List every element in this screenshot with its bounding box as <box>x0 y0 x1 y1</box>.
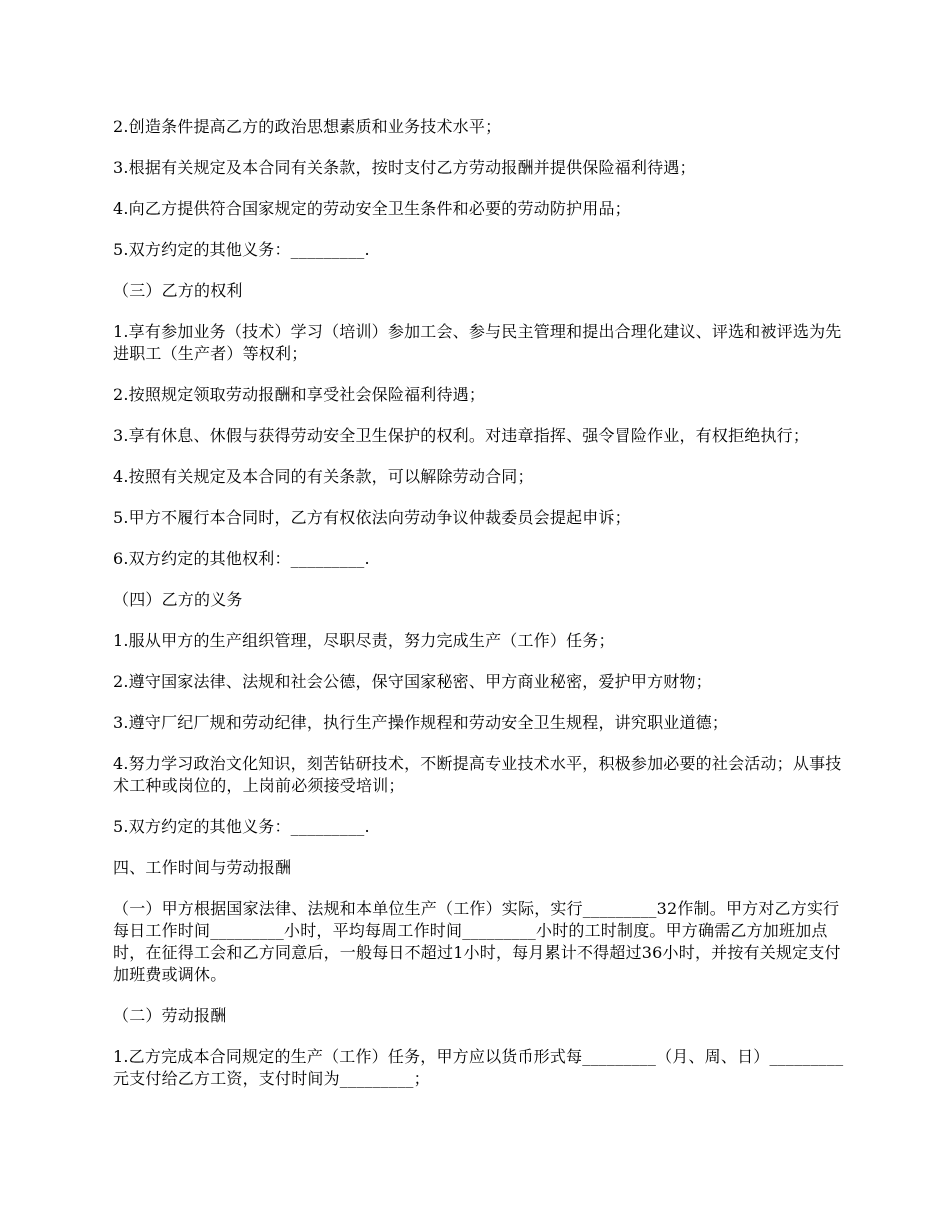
paragraph-obligation-4: 4.向乙方提供符合国家规定的劳动安全卫生条件和必要的劳动防护用品； <box>113 199 631 218</box>
paragraph-b-obligation-3: 3.遵守厂纪厂规和劳动纪律，执行生产操作规程和劳动安全卫生规程，讲究职业道德； <box>113 713 729 732</box>
paragraph-right-4: 4.按照有关规定及本合同的有关条款，可以解除劳动合同； <box>113 467 534 486</box>
paragraph-right-5: 5.甲方不履行本合同时，乙方有权依法向劳动争议仲裁委员会提起申诉； <box>113 508 631 527</box>
paragraph-right-6: 6.双方约定的其他权利：_________. <box>113 549 370 568</box>
paragraph-remuneration-1: 1.乙方完成本合同规定的生产（工作）任务，甲方应以货币形式每_________（月、周、日）_________元支付给乙方工资，支付时间为_________； <box>113 1047 844 1088</box>
paragraph-right-3: 3.享有休息、休假与获得劳动安全卫生保护的权利。对违章指挥、强令冒险作业，有权拒绝执行； <box>113 426 810 445</box>
section-heading-work-time-pay: 四、工作时间与劳动报酬 <box>113 858 292 877</box>
section-heading-remuneration: （二）劳动报酬 <box>113 1006 227 1025</box>
paragraph-right-2: 2.按照规定领取劳动报酬和享受社会保险福利待遇； <box>113 385 486 404</box>
paragraph-obligation-2: 2.创造条件提高乙方的政治思想素质和业务技术水平； <box>113 117 502 136</box>
paragraph-b-obligation-1: 1.服从甲方的生产组织管理，尽职尽责，努力完成生产（工作）任务； <box>113 631 615 650</box>
paragraph-right-1: 1.享有参加业务（技术）学习（培训）参加工会、参与民主管理和提出合理化建议、评选和被评选为先进职工（生产者）等权利； <box>113 322 842 363</box>
paragraph-obligation-5: 5.双方约定的其他义务：_________. <box>113 240 370 259</box>
paragraph-b-obligation-5: 5.双方约定的其他义务：_________. <box>113 817 370 836</box>
paragraph-b-obligation-4: 4.努力学习政治文化知识，刻苦钻研技术，不断提高专业技术水平，积极参加必要的社会活动；从事技术工种或岗位的，上岗前必须接受培训； <box>113 754 842 795</box>
section-heading-party-b-rights: （三）乙方的权利 <box>113 281 243 300</box>
paragraph-obligation-3: 3.根据有关规定及本合同有关条款，按时支付乙方劳动报酬并提供保险福利待遇； <box>113 158 696 177</box>
section-heading-party-b-obligations: （四）乙方的义务 <box>113 590 243 609</box>
paragraph-work-hours: （一）甲方根据国家法律、法规和本单位生产（工作）实际，实行_________32作制。甲方对乙方实行每日工作时间_________小时，平均每周工作时间_________小时的工时制度。甲方确需乙方加班加点时，在征得工会和乙方同意后，一般每日不超过1小时，每月累计不得超过36小时，并按有关规定支付加班费或调休。 <box>113 899 841 984</box>
paragraph-b-obligation-2: 2.遵守国家法律、法规和社会公德，保守国家秘密、甲方商业秘密，爱护甲方财物； <box>113 672 712 691</box>
